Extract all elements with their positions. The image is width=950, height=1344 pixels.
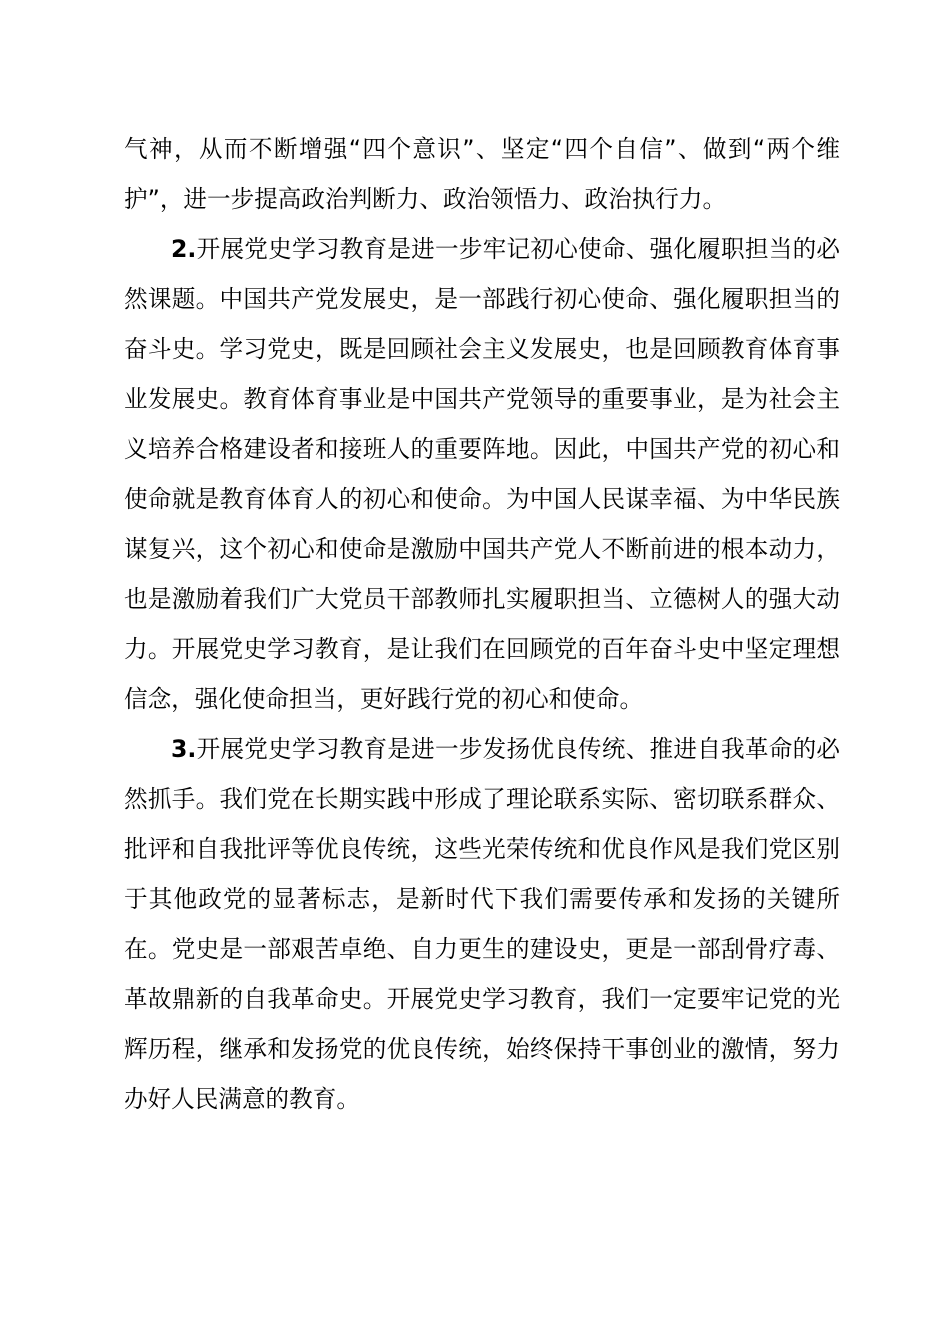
document-page: [124, 124, 840, 1124]
section-text: 开展党史学习教育是进一步牢记初心使命、强化履职担当的必然课题。中国共产党发展史，是一部践行初心使命、强化履职担当的奋斗史。学习党史，既是回顾社会主义发展史，也是回顾教育体育事业发展史。教育体育事业是中国共产党领导的重要事业，是为社会主义培养合格建设者和接班人的重要阵地。因此，中国共产党的初心和使命就是教育体育人的初心和使命。为中国人民谋幸福、为中华民族谋复兴，这个初心和使命是激励中国共产党人不断前进的根本动力，也是激励着我们广大党员干部教师扎实履职担当、立德树人的强大动力。开展党史学习教育，是让我们在回顾党的百年奋斗史中坚定理想信念，强化使命担当，更好践行党的初心和使命。: [124, 235, 840, 713]
section-text: 开展党史学习教育是进一步发扬优良传统、推进自我革命的必然抓手。我们党在长期实践中形成了理论联系实际、密切联系群众、批评和自我批评等优良传统，这些光荣传统和优良作风是我们党区别于其他政党的显著标志，是新时代下我们需要传承和发扬的关键所在。党史是一部艰苦卓绝、自力更生的建设史，更是一部刮骨疗毒、革故鼎新的自我革命史。开展党史学习教育，我们一定要牢记党的光辉历程，继承和发扬党的优良传统，始终保持干事创业的激情，努力办好人民满意的教育。: [124, 735, 840, 1113]
section-number: 3.: [171, 735, 197, 763]
section-paragraph-2: [124, 224, 840, 724]
section-paragraph-3: [124, 724, 840, 1124]
continuation-paragraph: 气神，从而不断增强“四个意识”、坚定“四个自信”、做到“两个维护”，进一步提高政治判断力、政治领悟力、政治执行力。: [124, 135, 840, 213]
section-number: 2.: [171, 235, 197, 263]
